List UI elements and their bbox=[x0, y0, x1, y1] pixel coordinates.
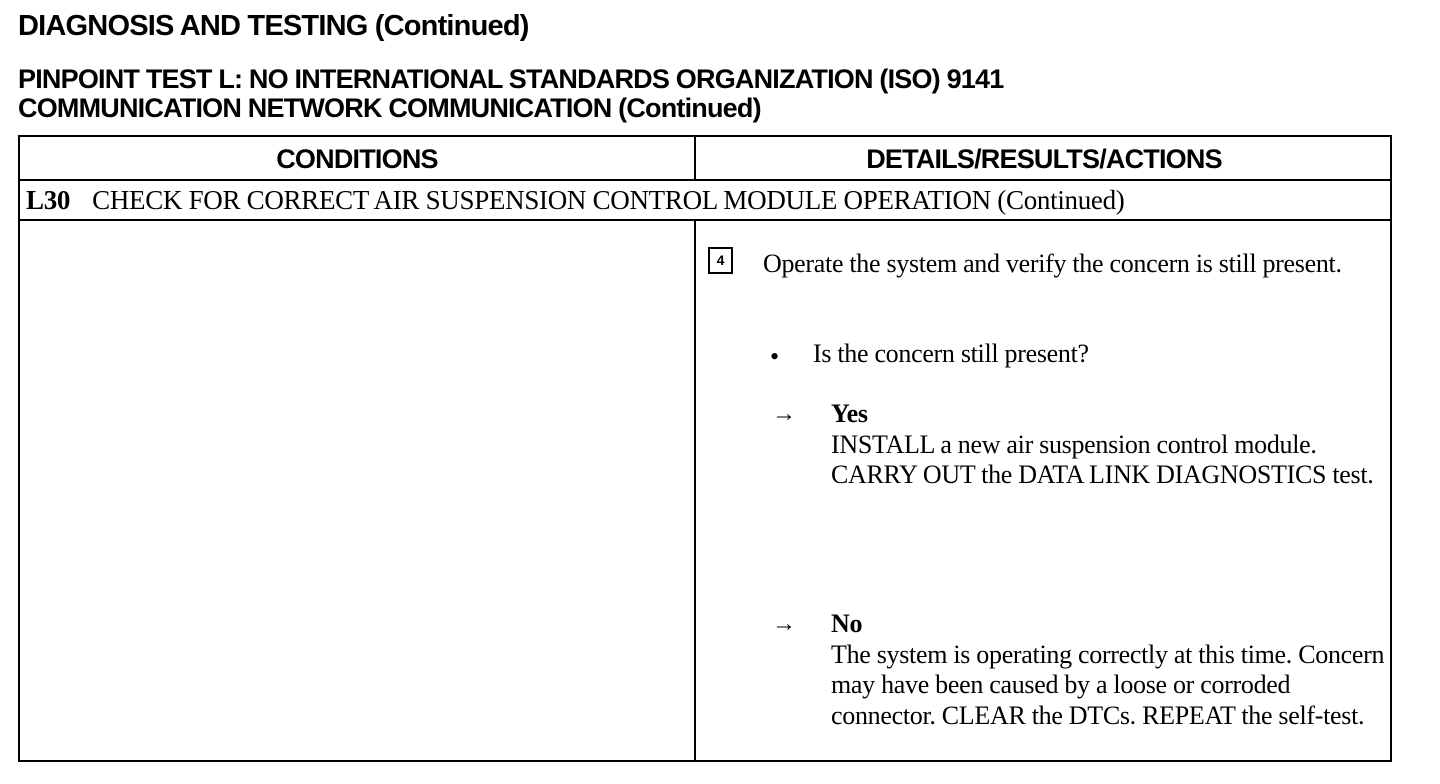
question-text: Is the concern still present? bbox=[813, 339, 1089, 368]
instruction-text: Operate the system and verify the concern is still present. bbox=[763, 249, 1342, 278]
column-header-details: DETAILS/RESULTS/ACTIONS bbox=[866, 144, 1222, 174]
pinpoint-test-heading-line2: COMMUNICATION NETWORK COMMUNICATION (Continued) bbox=[18, 93, 761, 123]
step-rule bbox=[20, 219, 1390, 221]
page-title: DIAGNOSIS AND TESTING (Continued) bbox=[18, 10, 529, 42]
pinpoint-test-heading-line1: PINPOINT TEST L: NO INTERNATIONAL STANDARDS ORGANIZATION (ISO) 9141 bbox=[18, 64, 1004, 94]
substep-number-box: 4 bbox=[708, 247, 733, 274]
yes-action-text: INSTALL a new air suspension control module. CARRY OUT the DATA LINK DIAGNOSTICS test. bbox=[831, 429, 1374, 489]
no-result bbox=[831, 609, 1391, 731]
no-action-text: The system is operating correctly at this time. Concern may have been caused by a loose or corroded connector. CLEAR the DTCs. REPEAT the self-test. bbox=[831, 639, 1385, 730]
yes-arrow-icon: → bbox=[772, 401, 796, 427]
step-row bbox=[26, 183, 1125, 217]
step-id: L30 bbox=[26, 185, 71, 215]
column-header-conditions: CONDITIONS bbox=[276, 144, 438, 174]
diagnostic-table bbox=[18, 135, 1392, 762]
body-divider bbox=[694, 221, 696, 760]
pinpoint-test-heading bbox=[18, 65, 1003, 123]
yes-label: Yes bbox=[831, 399, 868, 428]
bullet-icon: • bbox=[770, 342, 779, 371]
yes-result bbox=[831, 399, 1391, 491]
no-arrow-icon: → bbox=[772, 611, 796, 637]
header-divider bbox=[694, 137, 696, 179]
no-label: No bbox=[831, 609, 863, 638]
header-rule bbox=[20, 179, 1390, 181]
step-title: CHECK FOR CORRECT AIR SUSPENSION CONTROL MODULE OPERATION (Continued) bbox=[92, 185, 1125, 215]
